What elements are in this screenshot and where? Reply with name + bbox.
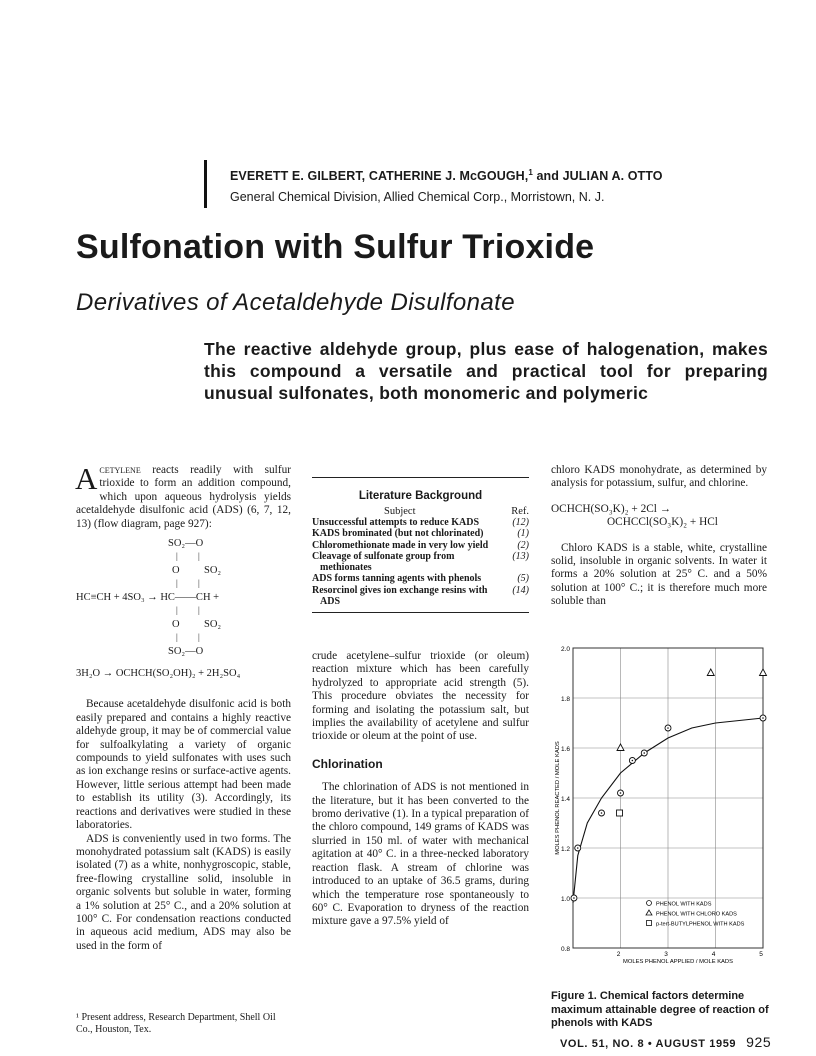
legend-marker-square	[647, 921, 652, 926]
article-deck: The reactive aldehyde group, plus ease of halogenation, makes this compound a versatile and practical tool for preparing unusual sulfonates, both monomeric and polymeric	[204, 339, 768, 403]
box-subject: KADS brominated (but not chlorinated)	[312, 528, 484, 540]
box-row	[312, 585, 529, 608]
y-tick-label: 0.8	[560, 946, 570, 953]
section-heading: Chlorination	[312, 756, 383, 771]
author-names: EVERETT E. GILBERT, CATHERINE J. McGOUGH,	[230, 169, 529, 184]
y-tick-label: 1.4	[560, 796, 570, 803]
x-tick-label: 3	[664, 951, 668, 958]
chemical-structure: SO₂—O | | O SO₂ | | HC≡CH + 4SO₃ → HC——CH + | | O SO₂ | | SO₂—O	[76, 538, 222, 658]
box-row	[312, 528, 529, 539]
intro-paragraph: Acetylene reacts readily with sulfur trioxide to form an addition compound, which upon aqueous hydrolysis yields acetaldehyde disulfonic acid (ADS) (6, 7, 12, 13) (flow diagram, page 927):	[75, 461, 291, 530]
x-tick-label: 5	[759, 951, 763, 958]
affiliation: General Chemical Division, Allied Chemical Corp., Morristown, N. J.	[230, 190, 605, 205]
equation-1: 3H₂O → OCHCH(SO₂OH)₂ + 2H₂SO₄	[76, 668, 241, 680]
paragraph: Chloro KADS is a stable, white, crystalline solid, insoluble in organic solvents. In water it forms a 20% solution at 25° C. and a 50% solution at 100° C.; it is therefore much more soluble than	[551, 541, 767, 608]
header-subject: Subject	[384, 506, 416, 517]
footnote: ¹ Present address, Research Department, Shell Oil Co., Houston, Tex.	[76, 1012, 276, 1035]
x-tick-label: 2	[616, 951, 621, 958]
y-tick-label: 1.2	[560, 846, 570, 853]
legend-marker-circle	[647, 901, 652, 906]
lead-word: cetylene	[99, 464, 141, 476]
bond-line: | |	[176, 551, 200, 562]
data-point-triangle	[617, 744, 624, 751]
box-ref: (12)	[512, 517, 529, 528]
equation-2: OCHCH(SO₃K)₂ + 2Cl → OCHCCl(SO₃K)₂ + HCl	[551, 502, 718, 529]
legend-label: p-tert-BUTYLPHENOL WITH KADS	[656, 921, 745, 928]
box-subject: Chloromethionate made in very low yield	[312, 539, 489, 551]
footnote-mark: 1	[528, 168, 533, 177]
box-ref: (13)	[512, 550, 529, 562]
page-number: 925	[746, 1034, 772, 1050]
data-point-dot	[643, 752, 645, 754]
bond-line: | |	[176, 578, 200, 589]
paragraph: ADS is conveniently used in two forms. The monohydrated potassium salt (KADS) is easily isolated (7) as a white, nonhygroscopic, stable, free-flowing crystalline solid, insoluble in organic solvents but soluble in water, forming a 1% solution at 25° C., and a 20% solution at 100° C. For condensation reactions conducted in aqueous acid medium, ADS may also be used in the form of	[76, 832, 291, 952]
author-rule	[204, 160, 207, 208]
y-tick-label: 2.0	[560, 646, 570, 653]
legend-label: PHENOL WITH CHLORO KADS	[656, 911, 737, 918]
data-point-dot	[632, 760, 634, 762]
data-point-dot	[667, 727, 669, 729]
article-subtitle: Derivatives of Acetaldehyde Disulfonate	[76, 289, 515, 316]
box-ref: (2)	[517, 539, 529, 551]
article-title: Sulfonation with Sulfur Trioxide	[76, 228, 595, 266]
figure-caption: Figure 1. Chemical factors determine maximum attainable degree of reaction of phenols with KADS	[551, 990, 769, 1029]
author-names-tail: and JULIAN A. OTTO	[532, 169, 663, 184]
figure-1-chart	[551, 640, 771, 980]
header-ref: Ref.	[511, 506, 529, 517]
column-1	[75, 461, 291, 953]
data-point-dot	[620, 792, 622, 794]
box-rows	[312, 517, 529, 607]
box-subject: Cleavage of sulfonate group from methionates	[312, 550, 455, 574]
box-subject: Unsuccessful attempts to reduce KADS	[312, 517, 480, 528]
author-block	[230, 162, 663, 208]
box-subject: ADS forms tanning agents with phenols	[312, 573, 482, 585]
y-tick-label: 1.8	[560, 696, 570, 703]
box-row	[312, 540, 529, 551]
issue-info: VOL. 51, NO. 8 • AUGUST 1959	[560, 1038, 737, 1050]
legend-label: PHENOL WITH KADS	[656, 901, 712, 908]
y-tick-label: 1.0	[560, 896, 570, 903]
data-point-triangle	[707, 669, 714, 676]
box-header	[312, 506, 529, 517]
data-point-square	[617, 810, 623, 816]
data-point-triangle	[760, 669, 767, 676]
paragraph: The chlorination of ADS is not mentioned in the literature, but it has been converted to the bromo derivative (1). In a typical preparation of the chloro compound, 149 grams of KADS was slurried in 150 ml. of water with mechanical agitation at 40° C. in a three-necked laboratory reaction flask. A stream of chlorine was introduced to an uptake of 36.5 grams, during which the temperature rose spontaneously to 60° C. Evaporation to dryness of the reaction mixture gave a 97.5% yield of	[312, 781, 529, 928]
box-row	[312, 551, 529, 574]
y-tick-label: 1.6	[560, 746, 570, 753]
column-2	[312, 650, 529, 929]
box-subject: Resorcinol gives ion exchange resins with ADS	[312, 584, 488, 608]
box-row	[312, 517, 529, 528]
paragraph: chloro KADS monohydrate, as determined by analysis for potassium, sulfur, and chlorine.	[551, 464, 767, 490]
data-point-dot	[762, 717, 764, 719]
data-point-dot	[573, 897, 575, 899]
drop-cap: A	[75, 461, 98, 496]
x-axis-label: MOLES PHENOL APPLIED / MOLE KADS	[623, 959, 733, 965]
literature-box	[312, 477, 529, 613]
box-row	[312, 573, 529, 584]
box-ref: (5)	[517, 573, 529, 585]
bond-line: | |	[176, 605, 200, 616]
legend-marker-triangle	[646, 910, 652, 915]
data-point-dot	[577, 847, 579, 849]
y-axis-label: MOLES PHENOL REACTED / MOLE KADS	[555, 741, 561, 855]
folio	[560, 1034, 771, 1050]
box-ref: (14)	[512, 584, 529, 596]
box-ref: (1)	[517, 528, 529, 540]
box-title: Literature Background	[358, 490, 483, 502]
column-3	[551, 464, 767, 609]
data-point-dot	[601, 812, 603, 814]
paragraph: crude acetylene–sulfur trioxide (or oleum) reaction mixture which has been carefully hydrolyzed to appropriate acid strength (5). This procedure obviates the necessity for forming and isolating the potassium salt, but implies the availability of acetylene and sulfur trioxide or oleum at the point of use.	[312, 650, 529, 743]
bond-line: | |	[176, 632, 200, 643]
x-tick-label: 4	[711, 951, 716, 958]
paragraph: Because acetaldehyde disulfonic acid is both easily prepared and contains a highly reactive aldehyde group, it may be of commercial value for sulfoalkylating a variety of organic compounds to yield sulfonates with uses such as ion exchange resins or surface-active agents. However, little serious attempt had been made to establish its utility (3). Accordingly, its reactions and derivatives were studied in these laboratories.	[76, 698, 291, 832]
